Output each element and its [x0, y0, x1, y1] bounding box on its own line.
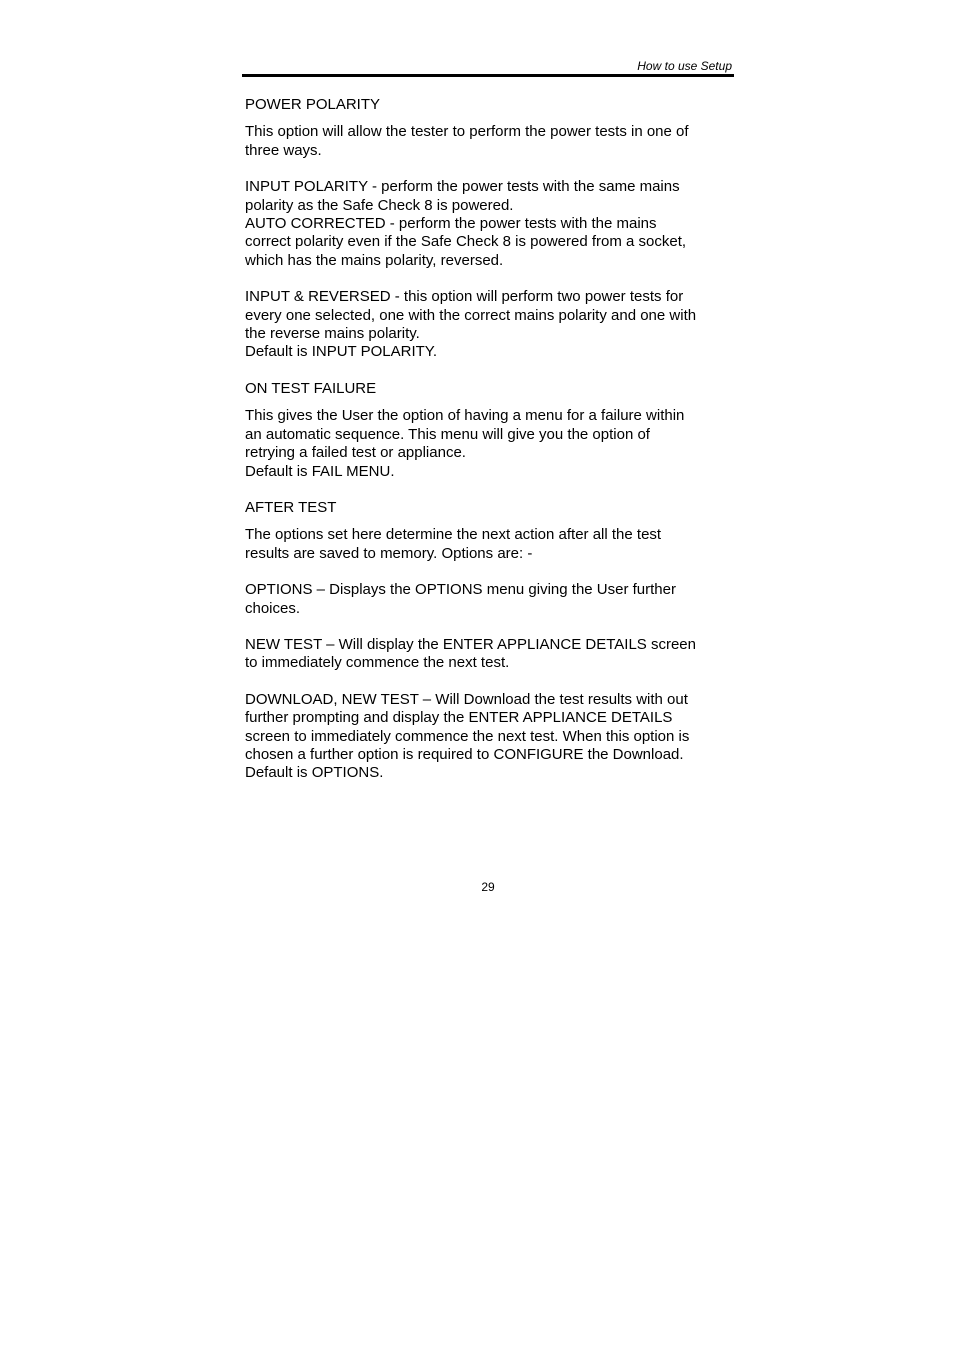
text-line: This option will allow the tester to perform the power tests in one of: [245, 123, 689, 141]
text-line: DOWNLOAD, NEW TEST – Will Download the test results with out: [245, 690, 688, 708]
text-line: results are saved to memory. Options are: -: [245, 544, 533, 562]
text-line: This gives the User the option of having a menu for a failure within: [245, 407, 685, 425]
running-header: How to use Setup: [637, 59, 732, 73]
text-line: OPTIONS – Displays the OPTIONS menu giving the User further: [245, 581, 676, 599]
text-line: polarity as the Safe Check 8 is powered.: [245, 196, 514, 214]
header-rule: [242, 74, 734, 77]
text-line: AUTO CORRECTED - perform the power tests with the mains: [245, 215, 657, 233]
text-line: which has the mains polarity, reversed.: [245, 251, 504, 269]
paragraph: [245, 407, 737, 481]
text-line: retrying a failed test or appliance.: [245, 444, 466, 462]
section-heading-after-test: AFTER TEST: [245, 498, 337, 516]
text-line: NEW TEST – Will display the ENTER APPLIANCE DETAILS screen: [245, 635, 696, 653]
paragraph: [245, 178, 737, 270]
text-line: further prompting and display the ENTER APPLIANCE DETAILS: [245, 709, 673, 727]
text-line: every one selected, one with the correct mains polarity and one with: [245, 306, 697, 324]
text-line: to immediately commence the next test.: [245, 654, 510, 672]
document-body: [245, 96, 737, 783]
text-line: Default is INPUT POLARITY.: [245, 343, 438, 361]
text-line: The options set here determine the next action after all the test: [245, 526, 662, 544]
paragraph: [245, 581, 737, 618]
paragraph: [245, 526, 737, 563]
text-line: an automatic sequence. This menu will give you the option of: [245, 425, 650, 443]
text-line: chosen a further option is required to CONFIGURE the Download.: [245, 745, 684, 763]
text-line: the reverse mains polarity.: [245, 325, 420, 343]
text-line: three ways.: [245, 141, 322, 159]
paragraph: [245, 288, 737, 362]
paragraph: [245, 123, 737, 160]
section-heading-on-test-failure: ON TEST FAILURE: [245, 379, 377, 397]
text-line: choices.: [245, 599, 301, 617]
section-heading-power-polarity: POWER POLARITY: [245, 96, 381, 113]
page-number: 29: [481, 880, 495, 894]
text-line: Default is OPTIONS.: [245, 764, 384, 782]
paragraph: [245, 691, 737, 783]
paragraph: [245, 636, 737, 673]
text-line: screen to immediately commence the next test. When this option is: [245, 727, 690, 745]
text-line: INPUT & REVERSED - this option will perform two power tests for: [245, 288, 684, 306]
text-line: INPUT POLARITY - perform the power tests with the same mains: [245, 178, 680, 196]
text-line: Default is FAIL MENU.: [245, 462, 395, 480]
text-line: correct polarity even if the Safe Check 8 is powered from a socket,: [245, 233, 687, 251]
